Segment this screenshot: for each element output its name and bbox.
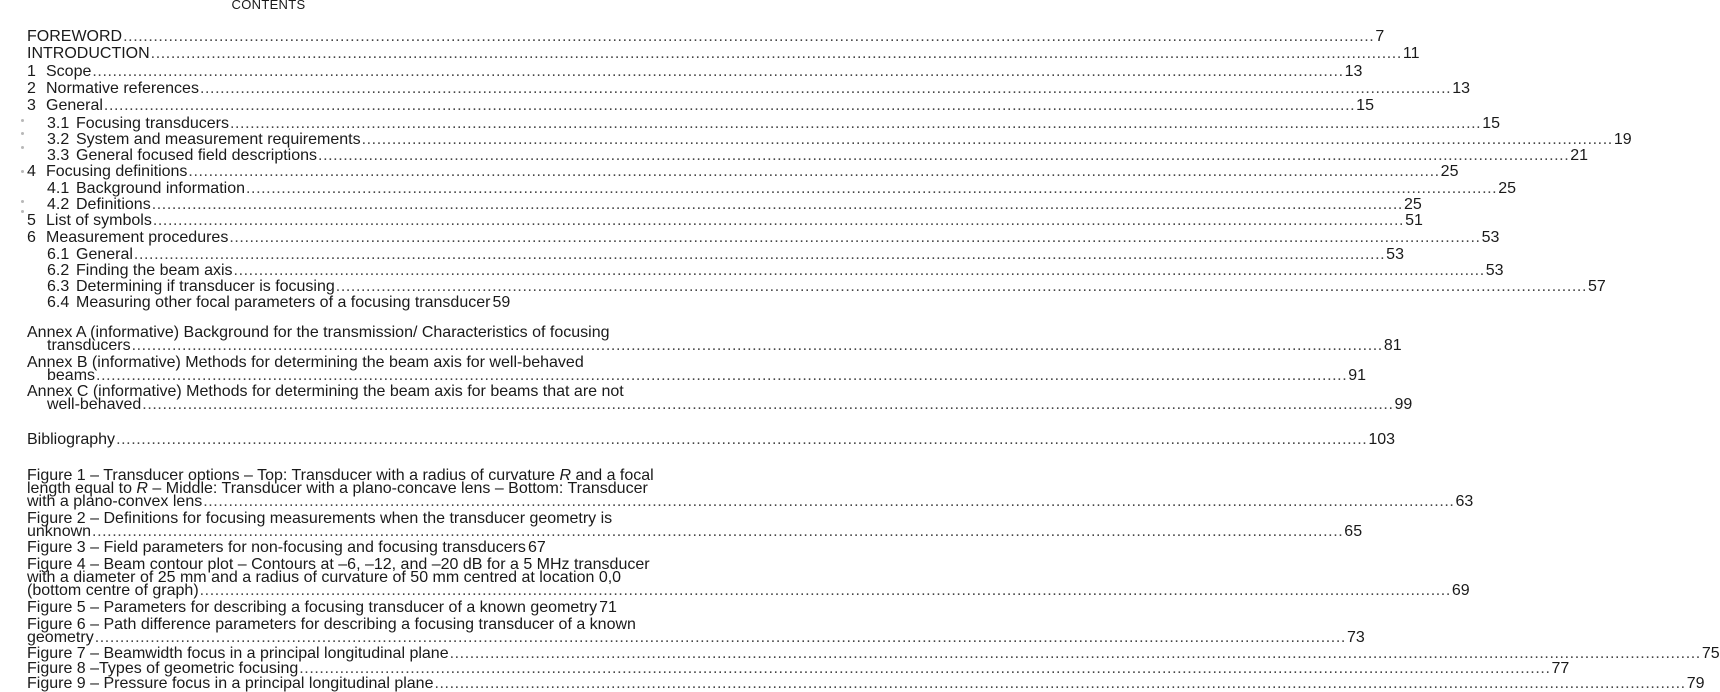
toc-entry-page: 91 [1348, 367, 1367, 384]
symbol-r: R [559, 467, 571, 484]
margin-mark [21, 210, 24, 213]
toc-entry-title: Measuring other focal parameters of a focusing transducer [76, 294, 491, 311]
toc-figure-6-line1[interactable]: Figure 6 – Path difference parameters for describing a focusing transducer of a known [27, 616, 636, 633]
toc-entry-number: 6.3 [47, 278, 70, 295]
toc-figure-4-line1[interactable]: Figure 4 – Beam contour plot – Contours at –6, –12, and –20 dB for a 5 MHz transducer [27, 556, 650, 573]
toc-entry-title: Finding the beam axis [76, 262, 233, 279]
toc-entry-title: INTRODUCTION [27, 45, 150, 62]
dot-leader [203, 495, 1454, 508]
toc-entry-title: Determining if transducer is focusing [76, 278, 335, 295]
dot-leader [246, 182, 1497, 195]
dot-leader [152, 198, 1403, 211]
dot-leader [132, 339, 1383, 352]
toc-entry-page: 25 [1440, 163, 1459, 180]
toc-entry-normative-references[interactable] [27, 80, 1470, 97]
toc-entry-6-4[interactable] [27, 296, 509, 309]
dot-leader [151, 47, 1402, 60]
toc-entry-title: Figure 9 – Pressure focus in a principal longitudinal plane [27, 675, 434, 692]
dot-leader [318, 149, 1569, 162]
dot-leader [450, 647, 1701, 660]
toc-entry-page: 75 [1701, 645, 1720, 662]
figure-text: – Middle: Transducer with a plano-concave lens – Bottom: Transducer [147, 480, 648, 497]
toc-entry-page: 71 [599, 599, 617, 616]
toc-entry-title: Focusing definitions [46, 163, 188, 180]
toc-entry-number: 6.1 [47, 246, 70, 263]
dot-leader [188, 165, 1439, 178]
toc-entry-page: 59 [492, 294, 511, 311]
toc-entry-focusing-definitions[interactable] [27, 163, 1459, 180]
toc-entry-title: General [76, 246, 133, 263]
toc-entry-page: 53 [1485, 262, 1504, 279]
toc-entry-foreword[interactable] [27, 28, 1385, 45]
toc-entry-title: Bibliography [27, 431, 116, 448]
dot-leader [229, 231, 1480, 244]
dot-leader [123, 30, 1374, 43]
toc-entry-page: 57 [1588, 278, 1606, 295]
toc-entry-title: FOREWORD [27, 28, 123, 45]
toc-entry-page: 79 [1686, 675, 1705, 692]
dot-leader [116, 433, 1367, 446]
toc-entry-title: with a plano-convex lens [27, 493, 203, 510]
toc-entry-page: 13 [1344, 63, 1363, 80]
dot-leader [95, 631, 1346, 644]
toc-entry-6-2[interactable] [27, 262, 1504, 279]
toc-entry-figure-6[interactable] [27, 629, 1365, 646]
toc-entry-page: 25 [1498, 180, 1517, 197]
toc-entry-figure-8[interactable] [27, 660, 1570, 677]
toc-entry-title: Figure 5 – Parameters for describing a focusing transducer of a known geometry [27, 599, 598, 616]
toc-entry-page: 19 [1613, 131, 1632, 148]
toc-entry-measurement-procedures[interactable] [27, 229, 1500, 246]
margin-mark [21, 200, 24, 203]
toc-entry-annex-c[interactable] [27, 396, 1413, 413]
figure-text: Figure 1 – Transducer options – Top: Transducer with a radius of curvature [27, 467, 560, 484]
toc-entry-page: 15 [1482, 115, 1501, 132]
dot-leader [153, 214, 1404, 227]
dot-leader [299, 662, 1550, 675]
toc-entry-number: 3.1 [47, 115, 70, 132]
toc-entry-page: 81 [1383, 337, 1402, 354]
toc-entry-number: 6.4 [47, 294, 70, 311]
toc-entry-title: Scope [46, 63, 92, 80]
toc-entry-page: 7 [1375, 28, 1385, 45]
margin-mark [21, 146, 24, 149]
dot-leader [200, 584, 1451, 597]
toc-entry-figure-3[interactable] [27, 539, 546, 556]
toc-entry-page: 51 [1405, 212, 1423, 229]
dot-leader [230, 117, 1481, 130]
toc-entry-scope[interactable] [27, 63, 1363, 80]
dot-leader [234, 264, 1485, 277]
margin-mark [21, 119, 24, 122]
toc-entry-figure-2[interactable] [27, 523, 1363, 540]
toc-entry-number: 6 [27, 229, 36, 246]
toc-entry-title: (bottom centre of graph) [27, 582, 199, 599]
toc-entry-title: Focusing transducers [76, 115, 229, 132]
toc-entry-title: beams [47, 367, 96, 384]
toc-entry-title: unknown [27, 523, 92, 540]
toc-entry-title: General [46, 97, 103, 114]
toc-entry-page: 63 [1455, 493, 1474, 510]
dot-leader [134, 248, 1385, 261]
toc-entry-3-1[interactable] [27, 115, 1501, 132]
toc-entry-title: transducers [47, 337, 131, 354]
toc-entry-number: 3.3 [47, 147, 70, 164]
toc-entry-title: List of symbols [46, 212, 152, 229]
toc-entry-page: 25 [1403, 196, 1422, 213]
dot-leader [96, 369, 1347, 382]
toc-entry-page: 11 [1402, 45, 1420, 62]
toc-entry-title: General focused field descriptions [76, 147, 318, 164]
toc-entry-number: 5 [27, 212, 36, 229]
dot-leader [434, 677, 1685, 690]
margin-mark [21, 132, 24, 135]
toc-entry-figure-4[interactable] [27, 582, 1470, 599]
toc-entry-page: 15 [1356, 97, 1374, 114]
toc-entry-bibliography[interactable] [27, 431, 1396, 448]
toc-entry-title: Measurement procedures [46, 229, 229, 246]
toc-entry-title: geometry [27, 629, 94, 646]
toc-entry-title: Figure 7 – Beamwidth focus in a principal longitudinal plane [27, 645, 449, 662]
toc-entry-page: 103 [1368, 431, 1396, 448]
symbol-r: R [136, 480, 148, 497]
toc-entry-number: 4.1 [47, 180, 70, 197]
dot-leader [142, 398, 1393, 411]
toc-entry-number: 4 [27, 163, 36, 180]
toc-entry-annex-b[interactable] [27, 367, 1367, 384]
toc-entry-number: 4.2 [47, 196, 70, 213]
toc-figure-4-line2[interactable]: with a diameter of 25 mm and a radius of curvature of 50 mm centred at location 0,0 [27, 569, 622, 586]
dot-leader [104, 99, 1355, 112]
toc-entry-page: 53 [1481, 229, 1500, 246]
toc-entry-title: Figure 8 –Types of geometric focusing [27, 660, 299, 677]
toc-entry-page: 77 [1551, 660, 1570, 677]
toc-entry-6-3[interactable] [27, 278, 1606, 295]
toc-entry-list-of-symbols[interactable] [27, 212, 1423, 229]
toc-annex-a-line1[interactable]: Annex A (informative) Background for the transmission/ Characteristics of focusing [27, 324, 610, 341]
toc-entry-figure-5[interactable] [27, 599, 617, 616]
toc-entry-general[interactable] [27, 97, 1374, 114]
toc-entry-figure-9[interactable] [27, 675, 1705, 692]
figure-text: length equal to [27, 480, 137, 497]
dot-leader [200, 82, 1451, 95]
margin-mark [21, 170, 24, 173]
toc-entry-page: 53 [1386, 246, 1404, 263]
toc-entry-number: 3 [27, 97, 36, 114]
toc-entry-figure-1[interactable] [27, 493, 1474, 510]
toc-entry-title: Figure 3 – Field parameters for non-focusing and focusing transducers [27, 539, 526, 556]
toc-entry-number: 1 [27, 63, 36, 80]
toc-entry-page: 13 [1452, 80, 1470, 97]
figure-text: and a focal [571, 467, 654, 484]
toc-entry-introduction[interactable] [27, 45, 1420, 62]
dot-leader [362, 133, 1613, 146]
toc-entry-number: 2 [27, 80, 36, 97]
dot-leader [336, 280, 1587, 293]
toc-entry-4-2[interactable] [27, 196, 1422, 213]
toc-entry-page: 65 [1344, 523, 1363, 540]
toc-entry-number: 3.2 [47, 131, 70, 148]
page-title: CONTENTS [231, 0, 306, 12]
toc-entry-title: System and measurement requirements [76, 131, 361, 148]
toc-entry-figure-7[interactable] [27, 645, 1720, 662]
toc-entry-page: 67 [527, 539, 546, 556]
toc-entry-title: Normative references [46, 80, 199, 97]
toc-entry-title: Definitions [76, 196, 151, 213]
toc-figure-2-line1[interactable]: Figure 2 – Definitions for focusing measurements when the transducer geometry is [27, 510, 613, 527]
dot-leader [92, 525, 1343, 538]
toc-annex-c-line1[interactable]: Annex C (informative) Methods for determining the beam axis for beams that are not [27, 383, 624, 400]
toc-entry-title: well-behaved [47, 396, 142, 413]
toc-entry-number: 6.2 [47, 262, 70, 279]
toc-entry-page: 21 [1570, 147, 1589, 164]
toc-entry-page: 69 [1451, 582, 1470, 599]
toc-entry-4-1[interactable] [27, 180, 1517, 197]
toc-entry-annex-a[interactable] [27, 337, 1402, 354]
toc-entry-3-3[interactable] [27, 147, 1589, 164]
toc-entry-3-2[interactable] [27, 131, 1632, 148]
toc-annex-b-line1[interactable]: Annex B (informative) Methods for determining the beam axis for well-behaved [27, 354, 584, 371]
dot-leader [92, 65, 1343, 78]
toc-entry-title: Background information [76, 180, 245, 197]
toc-entry-6-1[interactable] [27, 246, 1404, 263]
toc-entry-page: 73 [1346, 629, 1365, 646]
toc-entry-page: 99 [1394, 396, 1413, 413]
